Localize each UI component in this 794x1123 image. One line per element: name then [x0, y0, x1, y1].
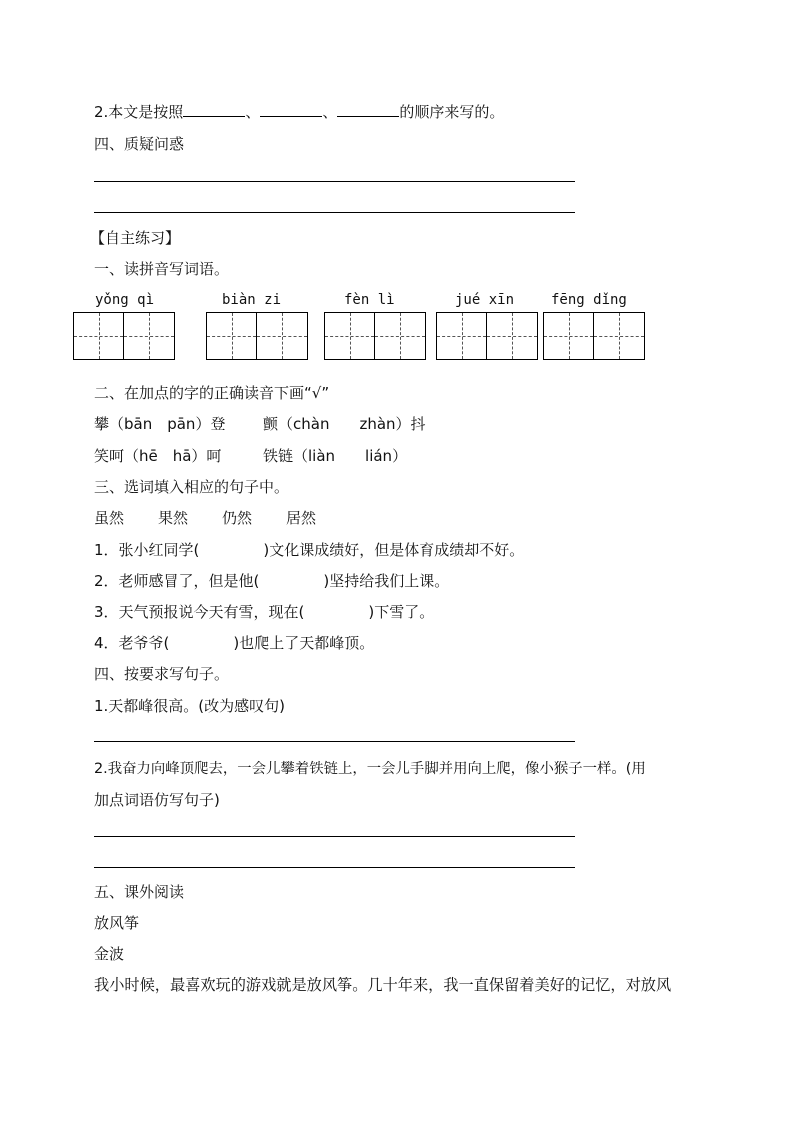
reading-choice: 笑呵（hē hā）呵 — [94, 447, 222, 465]
article-title: 放风筝 — [94, 914, 140, 932]
answer-line[interactable] — [94, 181, 575, 182]
rewrite-question-2-cont: 加点词语仿写句子) — [94, 791, 220, 809]
sentence-text: 2．老师感冒了，但是他( — [94, 572, 260, 590]
answer-line[interactable] — [94, 867, 575, 868]
sentence-text: )下雪了。 — [368, 603, 435, 621]
reading-choice: 铁链（liàn lián） — [263, 447, 408, 465]
writing-cell[interactable] — [257, 313, 307, 359]
article-paragraph: 我小时候，最喜欢玩的游戏就是放风筝。几十年来，我一直保留着美好的记忆，对放风 — [94, 976, 672, 994]
fill-in-question-2 — [94, 102, 504, 122]
word-option: 果然 — [158, 509, 189, 527]
writing-grid[interactable] — [73, 312, 175, 360]
word-bank — [94, 508, 316, 528]
fill-sentence — [94, 633, 374, 653]
article-author: 金波 — [94, 945, 125, 963]
reading-choice: 颤（chàn zhàn）抖 — [263, 415, 426, 433]
q2-prefix: 2.本文是按照 — [94, 103, 184, 121]
part-2-title: 二、在加点的字的正确读音下画“√” — [94, 384, 330, 402]
section-4-title: 四、质疑问惑 — [94, 135, 185, 153]
rewrite-question-1: 1.天都峰很高。(改为感叹句) — [94, 697, 286, 715]
word-option: 居然 — [286, 509, 317, 527]
fill-sentence — [94, 540, 524, 560]
pinyin-label: yǒng qì — [95, 292, 155, 308]
part-1-title: 一、读拼音写词语。 — [94, 260, 230, 278]
pinyin-label: fēng dǐng — [551, 292, 627, 308]
writing-cell[interactable] — [544, 313, 594, 359]
answer-blank[interactable] — [337, 102, 399, 117]
pinyin-label: biàn zi — [222, 292, 282, 308]
writing-cell[interactable] — [207, 313, 257, 359]
q2-separator: 、 — [245, 103, 261, 121]
pinyin-label: fèn lì — [344, 292, 395, 308]
writing-cell[interactable] — [375, 313, 425, 359]
sentence-text: 3．天气预报说今天有雪，现在( — [94, 603, 305, 621]
word-option: 仍然 — [222, 509, 253, 527]
part-5-title: 五、课外阅读 — [94, 883, 185, 901]
rewrite-question-2: 2.我奋力向峰顶爬去，一会儿攀着铁链上，一会儿手脚并用向上爬，像小猴子一样。(用 — [94, 761, 646, 777]
reading-choice: 攀（bān pān）登 — [94, 415, 226, 433]
writing-cell[interactable] — [487, 313, 537, 359]
sentence-text: )坚持给我们上课。 — [323, 572, 450, 590]
writing-cell[interactable] — [74, 313, 124, 359]
answer-blank[interactable] — [183, 102, 245, 117]
q2-suffix: 的顺序来写的。 — [399, 103, 505, 121]
answer-line[interactable] — [94, 836, 575, 837]
writing-grid[interactable] — [206, 312, 308, 360]
sentence-text: 4．老爷爷( — [94, 634, 170, 652]
fill-sentence — [94, 571, 449, 591]
writing-grid[interactable] — [436, 312, 538, 360]
fill-sentence — [94, 602, 434, 622]
word-option: 虽然 — [94, 509, 125, 527]
q2-separator: 、 — [322, 103, 338, 121]
writing-cell[interactable] — [437, 313, 487, 359]
sentence-text: )文化课成绩好，但是体育成绩却不好。 — [263, 541, 525, 559]
writing-grid[interactable] — [543, 312, 645, 360]
writing-cell[interactable] — [124, 313, 174, 359]
part-3-title: 三、选词填入相应的句子中。 — [94, 478, 290, 496]
pinyin-label: jué xīn — [455, 292, 515, 308]
sentence-text: 1．张小红同学( — [94, 541, 200, 559]
writing-cell[interactable] — [325, 313, 375, 359]
part-4-title: 四、按要求写句子。 — [94, 665, 230, 683]
answer-blank[interactable] — [260, 102, 322, 117]
practice-title: 【自主练习】 — [90, 229, 181, 247]
writing-grid[interactable] — [324, 312, 426, 360]
writing-cell[interactable] — [594, 313, 644, 359]
answer-line[interactable] — [94, 212, 575, 213]
sentence-text: )也爬上了天都峰顶。 — [233, 634, 375, 652]
answer-line[interactable] — [94, 741, 575, 742]
